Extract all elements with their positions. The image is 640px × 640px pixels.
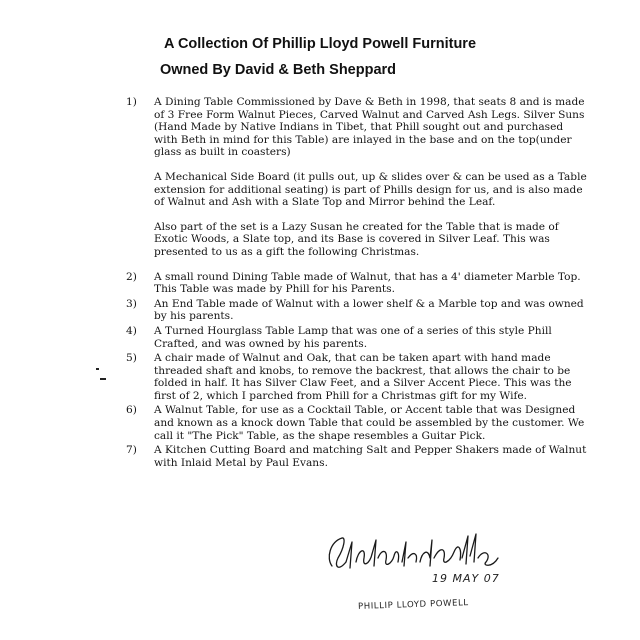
item-number: 1) <box>126 96 137 108</box>
item-list <box>120 96 590 469</box>
item-text: A small round Dining Table made of Walnut, that has a 4' diameter Marble Top. This Table was made by Phill for his Parents. <box>154 270 581 296</box>
document-subtitle: Owned By David & Beth Sheppard <box>159 62 397 78</box>
item-number: 3) <box>126 297 137 310</box>
list-item-5 <box>120 352 590 402</box>
item-text: An End Table made of Walnut with a lower shelf & a Marble top and was owned by his parents. <box>154 297 584 323</box>
handwritten-signature <box>322 528 512 578</box>
item-number: 6) <box>126 404 137 417</box>
list-item-6 <box>120 404 590 442</box>
item-1-sideboard-paragraph: A Mechanical Side Board (it pulls out, up & slides over & can be used as a Table extension for additional seating) is part of Phills design for us, and is also made of Walnut and Ash with a Slate Top and Mirror behind the Leaf. <box>154 170 587 209</box>
item-text: A chair made of Walnut and Oak, that can be taken apart with hand made threaded shaft and knobs, to remove the backrest, that allows the chair to be folded in half. It has Silver Claw Feet, and a Silver Accent Piece. This was the first of 2, which I parched from Phill for a Christmas gift for my Wife. <box>154 352 572 402</box>
item-number: 2) <box>126 270 137 283</box>
item-text: A Kitchen Cutting Board and matching Salt and Pepper Shakers made of Walnut with Inlaid Metal by Paul Evans. <box>154 444 587 469</box>
item-number: 4) <box>126 324 137 337</box>
item-1-lazy-susan-paragraph: Also part of the set is a Lazy Susan he created for the Table that is made of Exotic Woods, a Slate top, and its Base is covered in Silver Leaf. This was presented to us as a gift the following Christmas. <box>154 220 559 258</box>
pen-mark <box>100 378 106 380</box>
printed-name: PHILLIP LLOYD POWELL <box>357 598 469 612</box>
item-text: A Turned Hourglass Table Lamp that was one of a series of this style Phill Crafted, and was owned by his parents. <box>154 324 552 350</box>
signature-date: 19 MAY 07 <box>432 572 500 585</box>
pen-mark <box>96 368 99 370</box>
list-item-4 <box>120 325 590 350</box>
item-number: 7) <box>126 444 137 457</box>
list-item-7 <box>120 444 590 469</box>
list-item-1 <box>120 96 590 159</box>
list-item-3 <box>120 298 590 323</box>
list-item-2 <box>120 271 590 296</box>
item-text: A Dining Table Commissioned by Dave & Beth in 1998, that seats 8 and is made of 3 Free Form Walnut Pieces, Carved Walnut and Carved Ash Legs. Silver Suns (Hand Made by Native Indians in Tibet, that Phill sought out and purchased with Beth in mind for this Table) are inlayed in the base and on the top(under glass as built in coasters) <box>154 96 585 159</box>
item-number: 5) <box>126 352 137 365</box>
document-title: A Collection Of Phillip Lloyd Powell Furniture <box>163 36 477 52</box>
item-text: A Walnut Table, for use as a Cocktail Table, or Accent table that was Designed and known as a knock down Table that could be assembled by the customer. We call it "The Pick" Table, as the shape resembles a Guitar Pick. <box>154 404 585 442</box>
